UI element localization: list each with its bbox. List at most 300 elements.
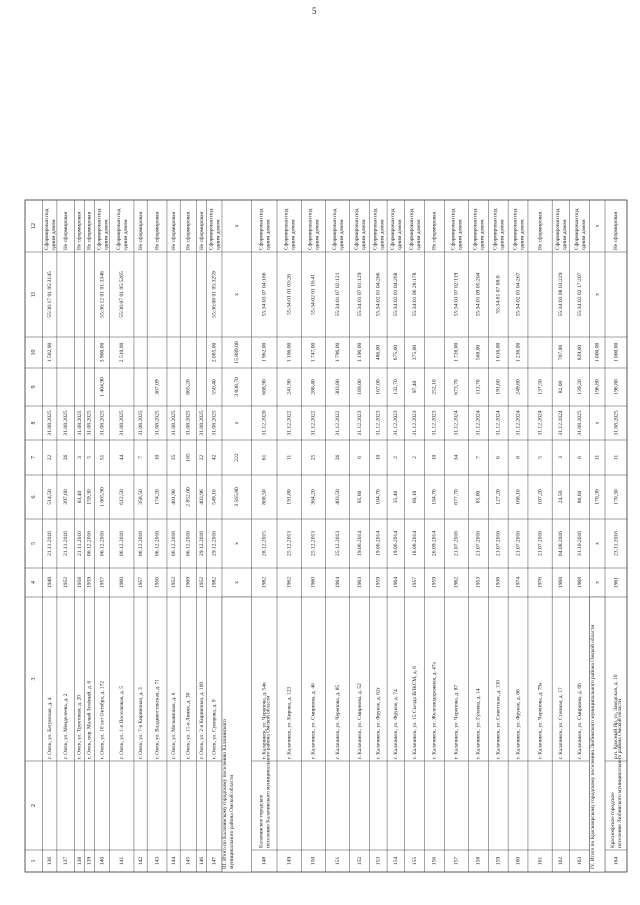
cell-address: г. Калачинск, ул. Гуляева, д. 14 [475, 688, 482, 759]
cell-area: 401,90 [170, 489, 177, 505]
header-cell-8: 8 [31, 421, 38, 425]
cell-year: 1952 [63, 576, 70, 589]
cell-area: 35,40 [393, 490, 400, 504]
cell-date: 06.12.2016 [86, 530, 93, 557]
cell-land: 1 962,00 [261, 342, 268, 363]
cell-year: 1976 [537, 576, 544, 589]
cell-cadastre: 55:34:01 01 03:26 [286, 273, 293, 316]
cell-people: 10 [154, 454, 161, 461]
cell-address: г. Омск, ул. Суворова, д. 9 [211, 699, 218, 759]
cell-land: 707,00 [558, 344, 565, 361]
cell-deadline: 31.12.2023 [393, 410, 400, 436]
cell-year: 1964 [334, 576, 341, 589]
total-label: III. Итого по Калачинскому городскому поселению Калачинского [222, 719, 229, 869]
cell-deadline: 31.08.2025 [47, 410, 54, 436]
total-deadline: x [594, 421, 601, 425]
header-cell-7: 7 [31, 456, 38, 459]
cell-num: 162 [558, 856, 565, 866]
cell-area: 24,50 [558, 490, 565, 504]
cell-date: 19.06.2014 [393, 530, 400, 557]
cell-area: 403,96 [198, 489, 205, 505]
cell-address: г. Калачинск, ул. Черепова, д. 85 [334, 684, 341, 759]
cell-cadastre: 55:34:02 01 04:267 [515, 272, 522, 317]
cell-status-cont: одним домом [338, 219, 345, 250]
cell-deadline: 31.12.2022 [286, 410, 293, 436]
header-cell-10: 10 [31, 349, 38, 356]
cell-status: Сформирован под [307, 208, 314, 250]
cell-area2: 367,09 [154, 379, 161, 395]
cell-num: 152 [356, 856, 363, 866]
cell-date: 21.11.2016 [63, 531, 70, 556]
cell-area2: 189,00 [356, 379, 363, 395]
cell-status: Не сформирован [137, 211, 144, 250]
cell-num: 151 [334, 856, 341, 866]
cell-area: 184,70 [431, 489, 438, 505]
cell-cadastre: 55:34:01 09 05:204 [475, 272, 482, 317]
cell-people: 3 [558, 456, 565, 459]
cell-status-cont: одним домом [360, 219, 367, 250]
header-cell-9: 9 [31, 385, 38, 389]
cell-area2: 113,70 [475, 379, 482, 395]
header-cell-2: 2 [31, 804, 38, 807]
cell-deadline: 31.08.2025 [211, 410, 218, 436]
cell-status: Не сформирован [537, 211, 544, 250]
cell-num: 164 [613, 856, 620, 866]
cell-area: 2 852,00 [185, 487, 192, 507]
cell-address: г. Омск, ул. 7-я Кирпичная, д. 3 [137, 687, 144, 759]
cell-status: Сформирован под [512, 208, 519, 250]
cell-people: 26 [63, 454, 70, 461]
total-land: 15 889,00 [234, 341, 241, 364]
cell-area: 107,20 [537, 489, 544, 505]
cell-area2: 288,40 [310, 379, 317, 395]
cell-address: г. Омск, ул. Мельничная, д. 6 [170, 692, 177, 759]
cell-area: 364,20 [310, 489, 317, 505]
cell-num: 161 [537, 856, 544, 866]
cell-deadline: 31.08.2025 [86, 410, 93, 436]
cell-status: Не сформирован [431, 211, 438, 250]
cell-status: Сформирован под [283, 208, 290, 250]
total-label: муниципального района Омской области [229, 774, 236, 869]
cell-date: 06.12.2016 [99, 530, 106, 557]
cell-address: р.п. Красный Яр, ул. Заводская, д. 10 [613, 674, 620, 759]
cell-num: 145 [185, 856, 192, 866]
cell-cadastre: 55:36:07 01 05:5265 [119, 271, 126, 318]
cell-year: 1962 [286, 576, 293, 589]
cell-date: 19.06.2014 [375, 530, 382, 557]
total-area2: 196,80 [594, 379, 601, 395]
cell-status-cont: одним домом [415, 219, 422, 250]
cell-area2: 191,60 [495, 379, 502, 395]
cell-num: 149 [286, 856, 293, 866]
cell-land: 839,00 [576, 344, 583, 361]
cell-year: 1960 [119, 576, 126, 589]
cell-status: Не сформирован [154, 211, 161, 250]
cell-status: Сформирован под [208, 208, 215, 250]
cell-cadastre: 55:34:03 07 04:166 [261, 272, 268, 317]
cell-area: 170,30 [613, 489, 620, 505]
cell-cadastre: 55:34:01 07 02:121 [334, 272, 341, 317]
cell-year: 1957 [137, 576, 144, 589]
cell-people: 25 [310, 454, 317, 461]
cell-land: 1 196,00 [356, 342, 363, 363]
cell-num: 156 [431, 856, 438, 866]
cell-year: 1959 [431, 576, 438, 589]
total-status: x [234, 224, 241, 228]
cell-people: 42 [211, 454, 218, 461]
cell-year: 1956 [154, 576, 161, 589]
cell-area2: 241,90 [286, 379, 293, 395]
cell-num: 157 [453, 856, 460, 866]
total-status: x [594, 224, 601, 228]
header-cell-5: 5 [31, 542, 38, 545]
cell-year: 1961 [613, 576, 620, 589]
cell-status: Сформирован под [472, 208, 479, 250]
cell-address: г. Калачинск, ул. Советская, д. 130 [495, 680, 502, 759]
cell-status-cont: одним домом [103, 219, 110, 250]
cell-area: 80,60 [576, 490, 583, 504]
cell-num: 139 [86, 856, 93, 866]
cell-year: 1959 [86, 576, 93, 589]
cell-deadline: 31.08.2025 [119, 410, 126, 436]
cell-area: 104,70 [375, 489, 382, 505]
cell-status: Сформирован под [450, 208, 457, 250]
cell-status: Не сформирован [86, 211, 93, 250]
cell-address: г. Калачинск, ул. Смирнова, д. 52 [356, 683, 363, 759]
cell-status: Не сформирован [62, 211, 69, 250]
cell-year: 1960 [310, 576, 317, 589]
cell-people: 6 [356, 456, 363, 459]
cell-deadline: 31.08.2025 [154, 410, 161, 436]
cell-people: 5 [537, 456, 544, 459]
cell-cadastre: 55:36:17 01 05:3145 [47, 271, 54, 318]
cell-num: 155 [411, 856, 418, 866]
total-year: x [234, 581, 241, 584]
cell-address: г. Калачинск, ул. Фрунзе, д. 74 [393, 689, 400, 759]
cell-people: 8 [515, 456, 522, 459]
cell-cadastre: 55:34:02 01 04:266 [375, 272, 382, 317]
header-cell-4: 4 [31, 581, 38, 584]
cell-year: 1969 [185, 576, 192, 589]
cell-area: 612,50 [119, 489, 126, 505]
cell-num: 144 [170, 856, 177, 866]
cell-year: 1938 [495, 576, 502, 589]
cell-people: 61 [261, 454, 268, 461]
cell-area2: 132,70 [393, 379, 400, 395]
cell-date: 21.07.2016 [495, 530, 502, 557]
cell-people: 5 [86, 456, 93, 459]
cell-people: 11 [286, 454, 293, 461]
total-area: 170,30 [594, 489, 601, 505]
cell-area2: 865,20 [185, 379, 192, 395]
cell-cadastre: 55:34:02 02 17:207 [576, 272, 583, 317]
cell-year: 1952 [170, 576, 177, 589]
cell-deadline: 31.12.2023 [375, 410, 382, 436]
cell-deadline: 31.08.2025 [170, 410, 177, 436]
total-date: x [234, 542, 241, 545]
cell-year: 1953 [475, 576, 482, 589]
cell-status-cont: одним домом [265, 219, 272, 250]
cell-status-cont: одним домом [290, 219, 297, 250]
cell-num: 141 [119, 856, 126, 866]
cell-status: Не сформирован [613, 211, 620, 250]
cell-num: 160 [515, 856, 522, 866]
cell-land: 486,00 [375, 344, 382, 361]
cell-address: г. Омск, ул. Труктовая, д. 20 [76, 695, 83, 759]
cell-date: 26.09.2014 [431, 530, 438, 557]
cell-deadline: 31.12.2024 [558, 410, 565, 436]
cell-address: г. Калачинск, ул. Черепова, д. 54в [261, 682, 268, 759]
total-deadline: x [234, 421, 241, 425]
cell-land: 1 106,00 [286, 342, 293, 363]
cell-cadastre: 55:34:01 06 28:178 [411, 272, 418, 317]
cell-year: 1957 [99, 576, 106, 589]
cell-address: г. Калачинск, ул. Железнодорожная, д. 47а [431, 662, 438, 759]
cell-area: 168,10 [515, 489, 522, 505]
cell-date: 06.12.2016 [185, 530, 192, 557]
header-cell-6: 6 [31, 495, 38, 499]
total-cadastre: x [594, 293, 601, 296]
cell-year: 1982 [211, 576, 218, 589]
cell-num: 146 [198, 856, 205, 866]
cell-status: Не сформирован [170, 211, 177, 250]
cell-num: 153 [375, 856, 382, 866]
cell-date: 06.12.2016 [119, 530, 126, 557]
cell-year: 1952 [198, 576, 205, 589]
cell-land: 2 510,00 [119, 342, 126, 363]
header-cell-11: 11 [31, 291, 38, 298]
cell-people: 34 [453, 454, 460, 461]
cell-area: 514,50 [47, 489, 54, 505]
cell-address: г. Омск, ул. Батумская, д. 4 [46, 697, 53, 759]
cell-area2: 688,90 [261, 379, 268, 395]
cell-area: 85,00 [475, 490, 482, 504]
cell-area: 358,50 [137, 489, 144, 505]
cell-year: 1968 [558, 576, 565, 589]
cell-num: 150 [310, 856, 317, 866]
cell-year: 1948 [47, 576, 54, 589]
cell-status: Сформирован под [258, 208, 265, 250]
cell-cadastre: 55:36:12 01 01:3348 [99, 271, 106, 318]
cell-deadline: 31.08.2025 [576, 410, 583, 436]
cell-deadline: 31.12.2024 [475, 410, 482, 436]
cell-area2: 303,80 [334, 379, 341, 395]
cell-deadline: 31.12.2023 [431, 410, 438, 436]
cell-date: 21.07.2016 [515, 530, 522, 557]
cell-area2: 252,10 [431, 379, 438, 395]
cell-area: 127,20 [495, 489, 502, 505]
cell-year: 1957 [411, 576, 418, 589]
cell-area: 83,40 [76, 490, 83, 504]
cell-num: 154 [393, 856, 400, 866]
cell-settlement: Калачинское городское [258, 794, 265, 848]
cell-area: 85,60 [356, 490, 363, 504]
cell-people: 7 [475, 456, 482, 459]
header-cell-1: 1 [31, 859, 38, 863]
cell-address: г. Калачинск, ул. Фрунзе, д. 62г [375, 687, 382, 759]
cell-area2: 97,40 [411, 380, 418, 394]
cell-date: 18.08.2014 [411, 530, 418, 557]
cell-address: г. Омск, ул. 2-я Кирпичная, д. 109 [198, 681, 205, 759]
cell-people: 22 [47, 454, 54, 461]
cell-people: 185 [185, 453, 192, 462]
cell-land: 675,00 [393, 344, 400, 361]
cell-status-cont: одним домом [499, 219, 506, 250]
cell-year: 1964 [393, 576, 400, 589]
cell-year: 1962 [453, 576, 460, 589]
cell-settlement: Красноярское городское [610, 792, 617, 848]
cell-address: г. Калачинск, ул. Черепова, д. 87 [453, 684, 460, 759]
cell-area2: 673,70 [453, 379, 460, 395]
cell-status: Сформирован под [372, 208, 379, 250]
cell-cadastre: 55:34:01 07 01:129 [356, 272, 363, 317]
cell-status: Сформирован под [116, 208, 123, 250]
cell-num: 147 [211, 856, 218, 866]
cell-address: г. Калачинск, ул. Фрунзе, д. 86 [515, 689, 522, 759]
page-number: 5 [312, 6, 317, 16]
header-cell-12: 12 [31, 223, 38, 229]
cell-status: Сформирован под [43, 208, 50, 250]
cell-status-cont: одним домом [314, 219, 321, 250]
cell-area2: 1 404,90 [99, 377, 106, 397]
cell-status-cont: одним домом [457, 219, 464, 250]
cell-land: 2 085,00 [211, 342, 218, 363]
cell-status-cont: одним домом [50, 219, 57, 250]
cell-status: Сформирован под [390, 208, 397, 250]
cell-cadastre: 55:34:02 01 18:41 [310, 273, 317, 316]
cell-area2: 167,00 [375, 379, 382, 395]
cell-date: 25.12.2013 [310, 530, 317, 557]
cell-date: 21.11.2016 [76, 531, 83, 556]
cell-address: г. Калачинск, ул. 15 Съезда ВЛКСМ, д. 6 [411, 666, 418, 759]
cell-num: 137 [63, 856, 70, 866]
cell-land: 1 616,00 [495, 342, 502, 363]
cell-deadline: 31.12.2023 [411, 410, 418, 436]
cell-land: 3 900,00 [99, 342, 106, 363]
cell-area2: 249,80 [515, 379, 522, 395]
cell-land: 1 747,00 [310, 342, 317, 363]
cell-deadline: 31.08.2025 [185, 410, 192, 436]
cell-date: 19.06.2014 [356, 530, 363, 557]
cell-address: г. Калачинск, ул. Смирнова, д. 66 [576, 683, 583, 759]
cell-land: 1 236,00 [515, 342, 522, 363]
cell-address: г. Калачинск, ул. Смирнова, д. 46 [310, 683, 317, 759]
cell-area: 868,50 [261, 489, 268, 505]
cell-status: Сформирован под [492, 208, 499, 250]
cell-people: 6 [495, 456, 502, 459]
cell-status: Сформирован под [331, 208, 338, 250]
cell-area: 174,20 [154, 489, 161, 505]
cell-people: 2 [411, 456, 418, 459]
cell-deadline: 31.12.2024 [515, 410, 522, 436]
cell-land: 1 502,00 [47, 342, 54, 363]
cell-address: г. Омск, ул. Менделеева, д. 2 [62, 693, 69, 759]
cell-deadline: 31.12.2022 [334, 410, 341, 436]
cell-status: Сформирован под [555, 208, 562, 250]
cell-land: 1 726,00 [453, 342, 460, 363]
cell-date: 21.07.2016 [537, 530, 544, 557]
cell-area2: 550,40 [211, 379, 218, 395]
cell-land: 375,00 [411, 344, 418, 361]
cell-status-cont: одним домом [379, 219, 386, 250]
cell-status-cont: одним домом [562, 219, 569, 250]
cell-status-cont: одним домом [519, 219, 526, 250]
cell-people: 44 [119, 454, 126, 461]
cell-deadline: 31.08.2025 [613, 410, 620, 436]
cell-status: Сформирован под [96, 208, 103, 250]
total-area: 3 565,80 [234, 487, 241, 507]
cell-deadline: 31.12.2024 [453, 410, 460, 436]
cell-year: 1959 [375, 576, 382, 589]
cell-people: 7 [137, 456, 144, 459]
cell-deadline: 31.08.2025 [76, 410, 83, 436]
cell-year: 1963 [356, 576, 363, 589]
cell-date: 28.12.2015 [261, 530, 268, 557]
cell-status-cont: одним домом [215, 219, 222, 250]
cell-status-cont: одним домом [580, 219, 587, 250]
cell-deadline: 31.12.2022 [310, 410, 317, 436]
cell-deadline: 31.12.2020 [261, 410, 268, 436]
cell-status-cont: одним домом [123, 219, 130, 250]
cell-year: 1974 [515, 576, 522, 589]
cell-status-cont: одним домом [397, 219, 404, 250]
cell-cadastre: 55:34:03 08 03:229 [558, 272, 565, 317]
cell-people: 11 [613, 454, 620, 461]
cell-date: 25.12.2013 [334, 530, 341, 557]
cell-num: 159 [495, 856, 502, 866]
cell-date: 06.12.2016 [154, 530, 161, 557]
cell-cadastre: 55:34:01 07 02:119 [453, 272, 460, 317]
cell-num: 163 [576, 856, 583, 866]
cell-date: 06.12.2016 [170, 530, 177, 557]
total-people: 11 [594, 454, 601, 461]
cell-people: 2 [393, 456, 400, 459]
cell-area: 549,10 [211, 489, 218, 505]
cell-date: 04.08.2016 [558, 530, 565, 557]
total-year: x [594, 581, 601, 584]
cell-date: 21.11.2016 [47, 531, 54, 556]
cell-address: г. Калачинск, ул. Черепова, д. 79а [537, 682, 544, 759]
cell-people: 10 [431, 454, 438, 461]
cell-date: 21.07.2016 [475, 530, 482, 557]
cell-num: 158 [475, 856, 482, 866]
cell-land: 568,00 [475, 344, 482, 361]
cell-people: 3 [76, 456, 83, 459]
cell-date: 06.12.2016 [137, 530, 144, 557]
cell-area: 1 065,90 [99, 487, 106, 507]
cell-address: г. Омск, ул. 11-я Линия, д. 30 [185, 692, 192, 759]
cell-settlement-cont: поселение Калачинского муниципального района Омской области [265, 695, 272, 848]
cell-num: 136 [47, 856, 54, 866]
cell-status: Не сформирован [185, 211, 192, 250]
cell-address: г. Омск, ул. 1-я Поселковая, д. 5 [119, 686, 126, 759]
cell-people: 22 [198, 454, 205, 461]
cell-people: 6 [576, 456, 583, 459]
cell-area: 159,30 [86, 489, 93, 505]
cell-deadline: 31.08.2025 [99, 410, 106, 436]
cell-people: 26 [334, 454, 341, 461]
cell-status: Не сформирован [198, 211, 205, 250]
cell-num: 143 [154, 856, 161, 866]
cell-deadline: 31.08.2025 [137, 410, 144, 436]
cell-status: Не сформирован [76, 211, 83, 250]
cell-area: 60,10 [411, 490, 418, 504]
cell-area2: 137,50 [537, 379, 544, 395]
total-label: IV. Итого по Красноярскому городскому поселению Любинского муниципального района Омской области [589, 624, 596, 869]
cell-settlement-cont: поселение Любинского муниципального района Омской области [617, 698, 624, 848]
cell-date: 29.12.2016 [198, 530, 205, 557]
cell-address: г. Омск, ул. Владивостокская, д. 71 [154, 679, 161, 759]
